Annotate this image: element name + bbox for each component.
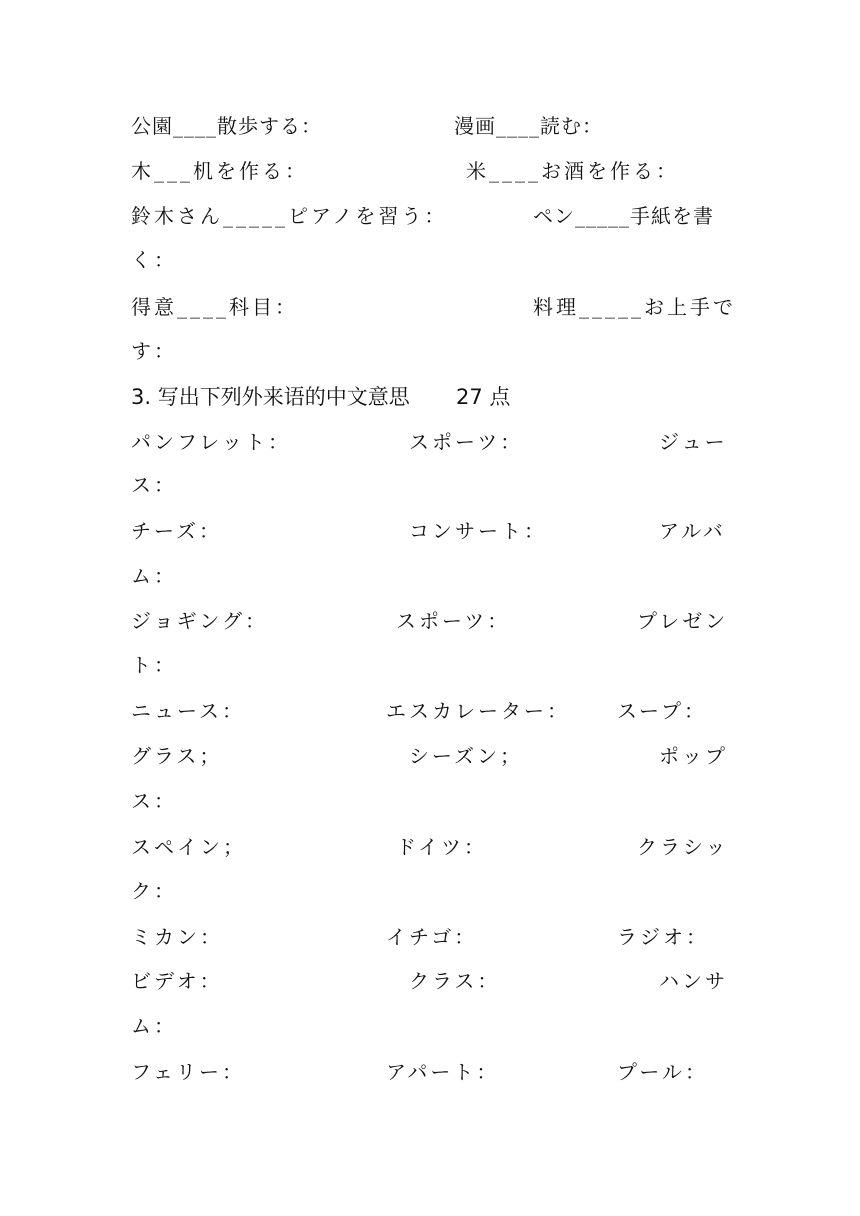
katakana-word: ミカン： <box>131 925 223 949</box>
katakana-word: プレゼン <box>637 609 729 633</box>
katakana-word: シーズン； <box>409 744 523 768</box>
katakana-word: エスカレーター： <box>386 699 570 723</box>
katakana-word: スポーツ： <box>409 430 524 454</box>
fill-in-row-4-wrap <box>131 333 731 369</box>
fill-in-row-2 <box>131 153 731 189</box>
katakana-word: ドイツ： <box>396 835 487 859</box>
katakana-row-3 <box>131 603 731 639</box>
katakana-wrap-text: ク： <box>131 879 177 903</box>
katakana-row-6-wrap <box>131 873 731 909</box>
katakana-word: ポップ <box>659 744 728 768</box>
katakana-word: アパート： <box>386 1060 500 1084</box>
katakana-row-4 <box>131 693 731 729</box>
katakana-word: コンサート： <box>409 519 547 543</box>
katakana-wrap-text: ム： <box>131 1014 177 1038</box>
section-points: 27 点 <box>456 385 511 409</box>
fill-in-item: 公園____散歩する： <box>131 114 322 138</box>
fill-in-item: ペン_____手紙を書 <box>533 204 714 228</box>
katakana-word: ジョギング： <box>131 609 268 633</box>
fill-in-item: 木___机を作る： <box>131 159 308 183</box>
section-title: 3. 写出下列外来语的中文意思 <box>131 385 410 409</box>
katakana-row-2 <box>131 513 731 549</box>
fill-in-item: 漫画____読む： <box>454 114 603 138</box>
fill-in-row-4 <box>131 289 736 325</box>
katakana-row-3-wrap <box>131 647 731 683</box>
katakana-row-8-wrap <box>131 1008 731 1044</box>
katakana-wrap-text: ム： <box>131 564 177 588</box>
fill-in-row-3-wrap <box>131 242 731 278</box>
katakana-word: スペイン； <box>131 835 246 859</box>
fill-in-item: 鈴木さん_____ピアノを習う： <box>131 204 448 228</box>
katakana-word: スポーツ： <box>396 609 511 633</box>
section-3-heading <box>131 379 731 415</box>
katakana-row-8 <box>131 963 731 999</box>
katakana-word: ハンサ <box>659 969 728 993</box>
fill-in-row-3 <box>131 198 731 234</box>
fill-in-wrap-text: く： <box>131 248 177 272</box>
katakana-word: グラス； <box>131 744 223 768</box>
katakana-row-7 <box>131 919 731 955</box>
katakana-word: パンフレット： <box>131 430 291 454</box>
katakana-row-5-wrap <box>131 783 731 819</box>
katakana-row-1-wrap <box>131 467 731 503</box>
katakana-row-6 <box>131 829 731 865</box>
katakana-row-1 <box>131 424 731 460</box>
fill-in-row-1 <box>131 108 731 144</box>
fill-in-item: 米____お酒を作る： <box>466 159 679 183</box>
katakana-word: クラシッ <box>637 835 729 859</box>
katakana-word: フェリー： <box>131 1060 245 1084</box>
katakana-word: イチゴ： <box>386 925 478 949</box>
katakana-word: スープ： <box>617 699 707 723</box>
katakana-row-9 <box>131 1054 731 1090</box>
fill-in-item: 得意____科目： <box>131 295 298 319</box>
katakana-wrap-text: ト： <box>131 653 177 677</box>
katakana-row-2-wrap <box>131 558 731 594</box>
katakana-wrap-text: ス： <box>131 789 177 813</box>
katakana-wrap-text: ス： <box>131 473 177 497</box>
katakana-row-5 <box>131 738 731 774</box>
katakana-word: クラス： <box>409 969 501 993</box>
katakana-word: ジュー <box>659 430 728 454</box>
fill-in-wrap-text: す： <box>131 339 177 363</box>
katakana-word: ビデオ： <box>131 969 223 993</box>
katakana-word: アルバ <box>659 519 726 543</box>
katakana-word: チーズ： <box>131 519 222 543</box>
katakana-word: プール： <box>617 1060 708 1084</box>
katakana-word: ラジオ： <box>617 925 709 949</box>
fill-in-item: 料理_____お上手で <box>533 295 736 319</box>
katakana-word: ニュース： <box>131 699 245 723</box>
